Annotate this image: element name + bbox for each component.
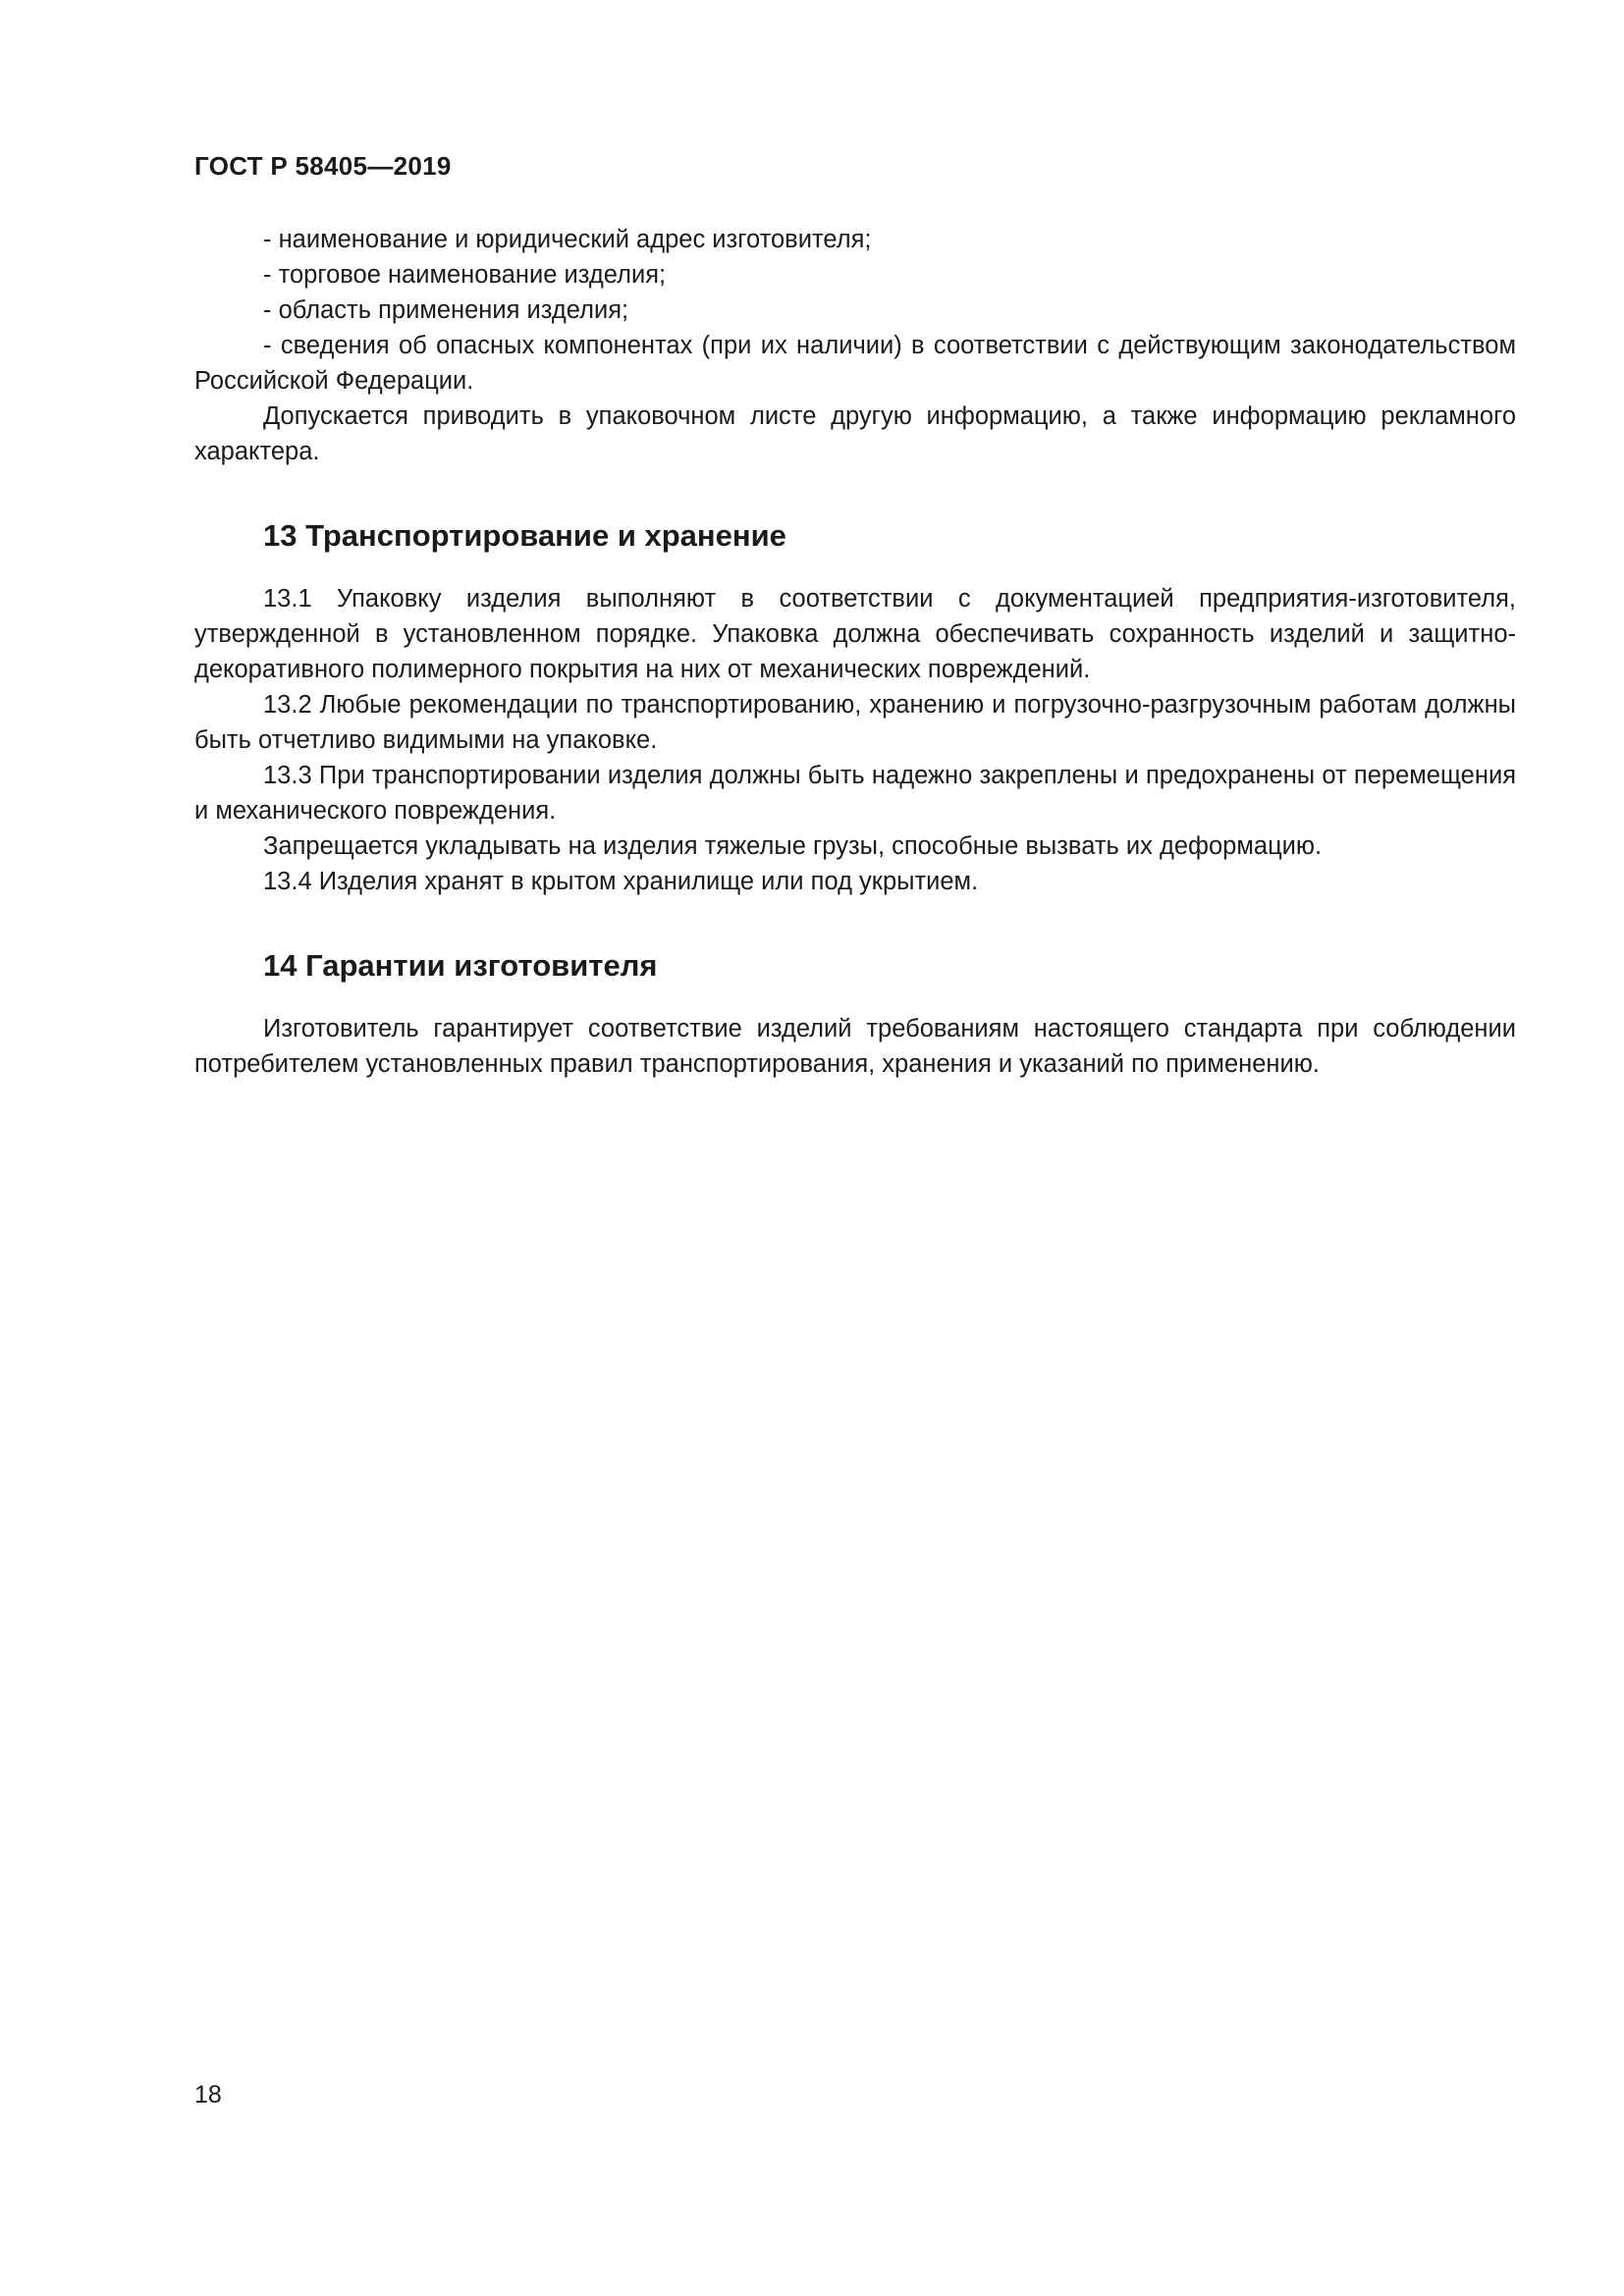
warranty-paragraph: Изготовитель гарантирует соответствие изделий требованиям настоящего стандарта при соблюдении потребителем установленных правил транспортирования, хранения и указаний по применению.	[194, 1015, 1516, 1078]
section-14-heading: 14 Гарантии изготовителя	[263, 948, 658, 983]
prohibition-paragraph: Запрещается укладывать на изделия тяжелые грузы, способные вызвать их деформацию.	[263, 832, 1323, 860]
list-item: - торговое наименование изделия;	[263, 261, 667, 289]
list-item: - область применения изделия;	[263, 296, 629, 324]
list-item: - наименование и юридический адрес изготовителя;	[263, 226, 872, 253]
section-13-2-paragraph: 13.2 Любые рекомендации по транспортированию, хранению и погрузочно-разгрузочным работам должны быть отчетливо видимыми на упаковке.	[194, 691, 1516, 754]
section-13-4-paragraph: 13.4 Изделия хранят в крытом хранилище или под укрытием.	[263, 868, 979, 895]
list-item: - сведения об опасных компонентах (при их наличии) в соответствии с действующим законодательством Российской Федерации.	[194, 332, 1516, 395]
page-number: 18	[194, 2081, 222, 2109]
section-13-3-paragraph: 13.3 При транспортировании изделия должны быть надежно закреплены и предохранены от перемещения и механического повреждения.	[194, 762, 1516, 825]
document-code-header: ГОСТ Р 58405—2019	[194, 151, 452, 181]
intro-note-paragraph: Допускается приводить в упаковочном листе другую информацию, а также информацию рекламного характера.	[194, 402, 1516, 465]
section-13-1-paragraph: 13.1 Упаковку изделия выполняют в соответствии с документацией предприятия-изготовителя, утвержденной в установленном порядке. Упаковка должна обеспечивать сохранность изделий и защитно-декоративного полимерного покрытия на них от механических повреждений.	[194, 585, 1516, 683]
section-13-heading: 13 Транспортирование и хранение	[263, 518, 786, 553]
page-body	[194, 222, 1516, 1082]
